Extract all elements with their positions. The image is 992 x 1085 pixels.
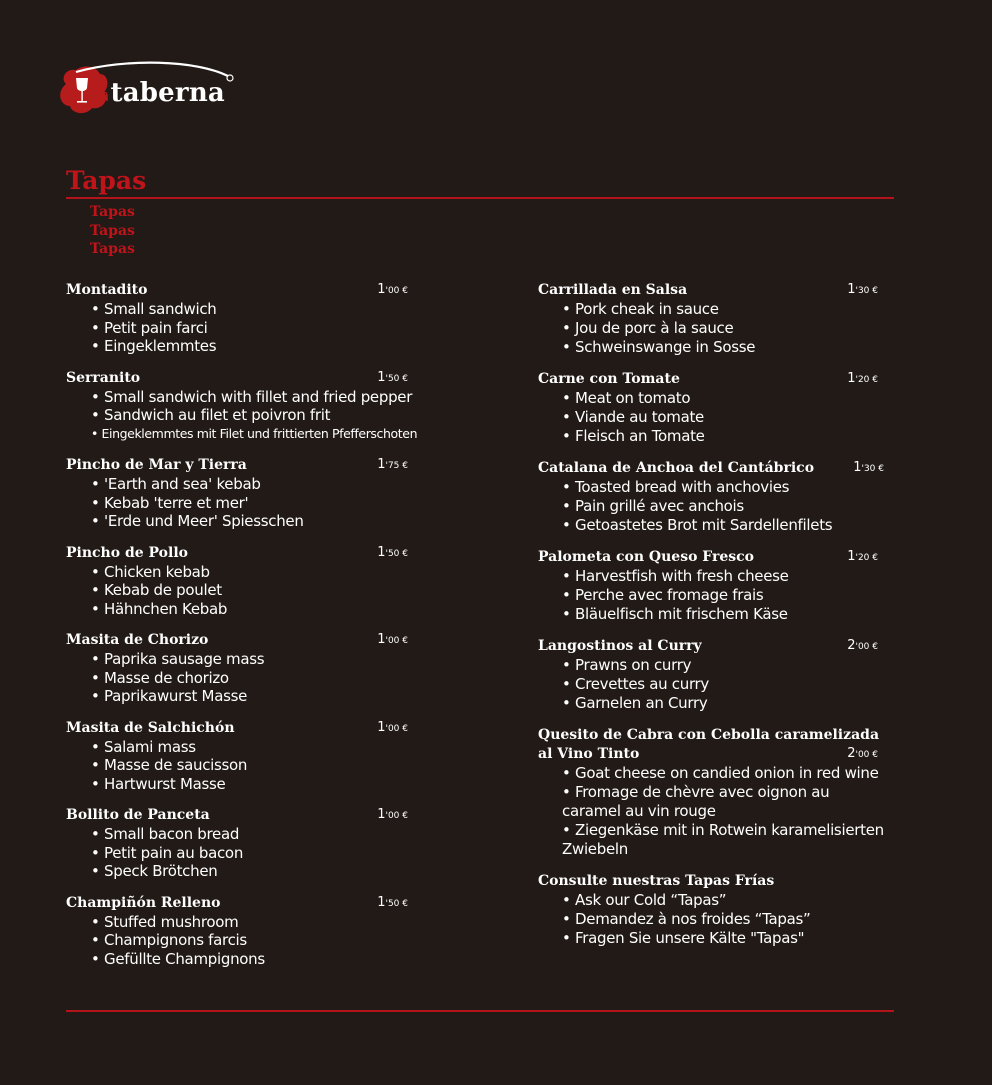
item-desc: • Pork cheak in sauce [562,300,719,318]
item-name: Montadito [66,282,148,298]
item-desc: • Paprikawurst Masse [91,687,248,705]
item-desc: • Gefüllte Champignons [91,949,265,968]
item-desc: • Champignons farcis [91,931,247,949]
menu-item [538,459,898,535]
item-desc: • Hähnchen Kebab [91,599,228,618]
item-name: Pincho de Pollo [66,544,188,561]
item-desc: • Masse de saucisson [91,756,248,774]
section-subtitles [90,203,135,259]
item-name: Serranito [66,369,141,386]
item-desc: • Small bacon bread [91,825,240,843]
bottom-divider [66,1010,894,1012]
item-price: 1'75 € [377,457,408,472]
item-price: 1'00 € [377,807,408,822]
item-price: 1'20 € [847,549,878,564]
item-desc: • Fragen Sie unsere Kälte "Tapas" [562,929,805,947]
item-name: Masita de Chorizo [66,632,209,648]
menu-column-right [538,281,898,961]
item-desc: • Kebab de poulet [91,581,222,599]
menu-item [66,631,426,706]
menu-item [538,548,898,624]
item-name: Bollito de Panceta [66,807,210,823]
item-desc: • Eingeklemmtes mit Filet und frittierten Pfefferschoten [91,425,418,441]
subtitle: Tapas [90,204,135,220]
logo-name: taberna [110,78,225,108]
item-desc: • Demandez à nos froides “Tapas” [562,910,811,928]
menu-column-left [66,281,426,981]
menu-item [66,719,426,794]
item-desc: • Sandwich au filet et poivron frit [91,406,331,424]
item-desc: • 'Erde und Meer' Spiesschen [91,512,304,530]
item-name: Catalana de Anchoa del Cantábrico [538,460,815,476]
item-desc: • Bläuelfisch mit frischem Käse [562,605,788,623]
menu-item [538,637,898,713]
item-name: Carrillada en Salsa [538,282,688,298]
menu-item [66,806,426,881]
item-desc: • Small sandwich with fillet and fried pepper [91,387,413,406]
item-desc: • Pain grillé avec anchois [562,497,744,515]
item-price: 1'00 € [377,282,408,297]
item-desc: • Meat on tomato [562,389,691,407]
item-desc: • Masse de chorizo [91,668,229,687]
item-price: 1'50 € [377,544,408,560]
item-desc: • Viande au tomate [562,408,704,426]
item-desc: • Ask our Cold “Tapas” [562,891,727,909]
item-price: 2'00 € [847,746,878,761]
top-divider [66,197,894,199]
logo [56,60,246,124]
item-desc: • Small sandwich [91,300,217,318]
item-desc: • Paprika sausage mass [91,650,265,668]
logo-text [94,78,225,108]
item-desc: • Speck Brötchen [91,862,218,880]
menu-item [66,281,426,356]
menu-item [538,872,898,948]
item-price: 1'20 € [847,371,878,386]
item-desc: • Goat cheese on candied onion in red wine [562,764,879,782]
item-price: 1'30 € [847,282,878,297]
item-name: Carne con Tomate [538,371,680,387]
menu-item [66,544,426,619]
item-desc: • Prawns on curry [562,656,692,674]
item-desc: • Hartwurst Masse [91,774,226,793]
subtitle: Tapas [90,222,135,239]
menu-item [538,370,898,446]
item-desc: • Perche avec fromage frais [562,586,764,604]
item-price: 1'50 € [377,369,408,385]
item-name: Consulte nuestras Tapas Frías [538,873,775,889]
item-desc: • Fromage de chèvre avec oignon au caramel au vin rouge [562,783,830,820]
item-desc: • Chicken kebab [91,562,210,581]
item-desc: • Garnelen an Curry [562,694,708,712]
item-desc: • Getoastetes Brot mit Sardellenfilets [562,516,833,534]
item-desc: • Schweinswange in Sosse [562,338,756,356]
item-desc: • 'Earth and sea' kebab [91,475,261,493]
item-desc: • Stuffed mushroom [91,912,239,931]
item-price: 1'30 € [853,460,884,475]
logo-la: la [94,86,110,106]
menu-item [538,281,898,357]
item-desc: • Crevettes au curry [562,675,710,693]
menu-item [66,369,426,444]
item-name: Masita de Salchichón [66,719,235,736]
item-desc: • Salami mass [91,737,196,756]
item-desc: • Toasted bread with anchovies [562,478,790,496]
item-name: Pincho de Mar y Tierra [66,457,247,473]
menu-item [66,456,426,531]
item-price: 1'00 € [377,632,408,647]
item-desc: • Petit pain farci [91,318,208,337]
item-desc: • Eingeklemmtes [91,337,217,355]
item-name: Langostinos al Curry [538,638,702,654]
item-desc: • Ziegenkäse mit in Rotwein karamelisierten Zwiebeln [562,821,884,858]
item-desc: • Fleisch an Tomate [562,427,705,445]
section-title: Tapas [66,166,147,195]
item-name: Champiñón Relleno [66,894,221,911]
item-desc: • Kebab 'terre et mer' [91,493,249,512]
subtitle: Tapas [90,241,135,257]
menu-item [66,894,426,969]
item-desc: • Jou de porc à la sauce [562,319,734,337]
item-name: Quesito de Cabra con Cebolla caramelizada al Vino Tinto [538,727,880,762]
item-price: 2'00 € [847,638,878,653]
item-name: Palometa con Queso Fresco [538,549,755,565]
item-desc: • Petit pain au bacon [91,843,244,862]
item-price: 1'00 € [377,719,408,735]
item-price: 1'50 € [377,894,408,910]
menu-item [538,726,898,859]
item-desc: • Harvestfish with fresh cheese [562,567,789,585]
